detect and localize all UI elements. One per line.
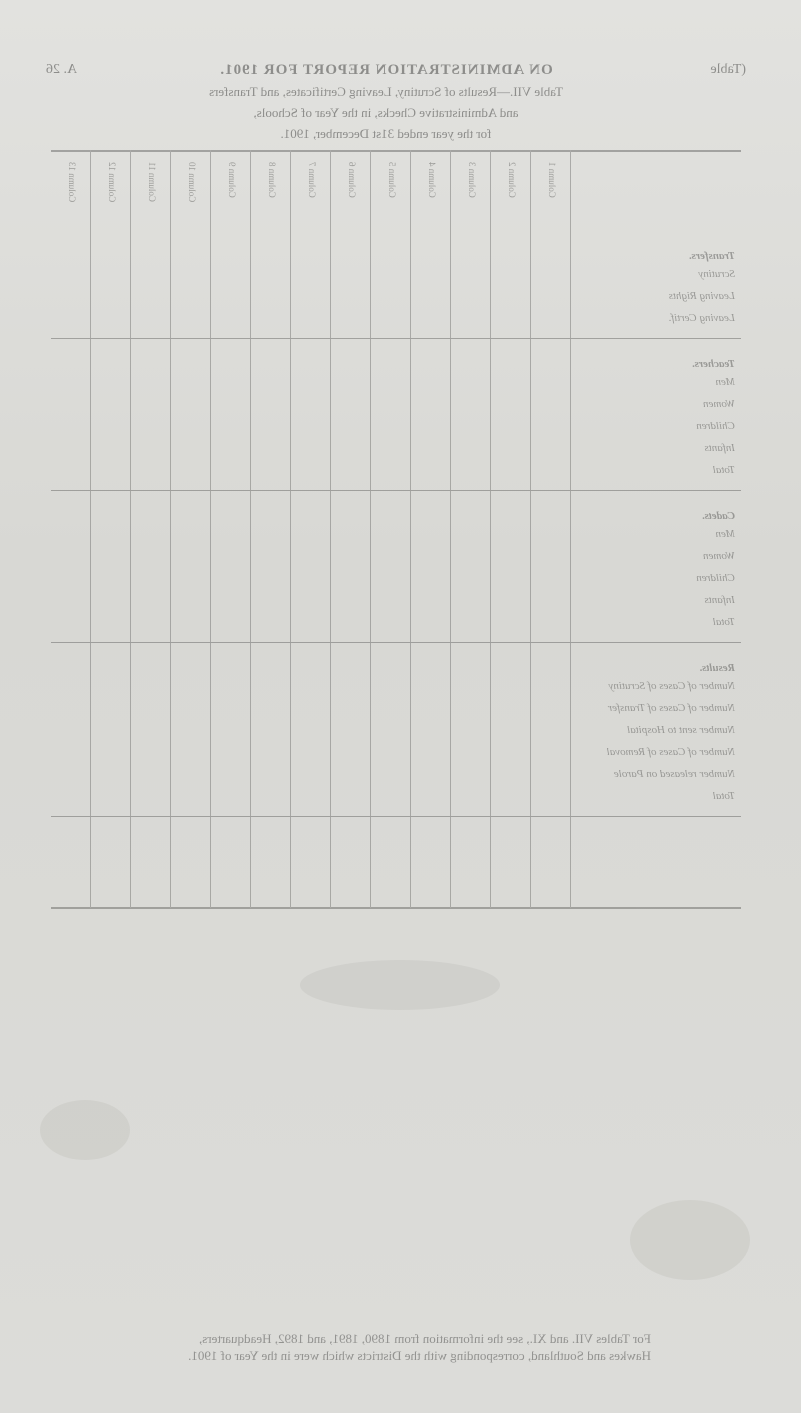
group-rule: [51, 816, 741, 817]
column-header: Column 7: [307, 162, 317, 198]
column-line: [130, 150, 131, 908]
column-header: Column 9: [227, 162, 237, 198]
column-line: [90, 150, 91, 908]
row-label: Number released on Parole: [613, 768, 735, 780]
row-label: Infants: [704, 442, 735, 454]
table-ref: (Table: [710, 62, 746, 77]
page-number: A. 26: [46, 62, 78, 77]
statistics-table: [51, 150, 741, 908]
row-label: Scrutiny: [698, 268, 735, 280]
row-label: Infants: [704, 594, 735, 606]
column-line: [570, 150, 571, 908]
row-label: Number of Cases of Transfer: [607, 702, 735, 714]
row-label: Total: [712, 790, 735, 802]
row-label: Men: [715, 528, 735, 540]
group-rule: [51, 490, 741, 491]
column-header: Column 3: [467, 162, 477, 198]
footnote: [61, 1330, 651, 1364]
column-line: [530, 150, 531, 908]
table-bottom-rule: [51, 907, 741, 909]
column-line: [490, 150, 491, 908]
row-label: Children: [696, 572, 735, 584]
page-title: ON ADMINISTRATION REPORT FOR 1901.: [219, 62, 553, 78]
row-label: Number sent to Hospital: [627, 724, 735, 736]
column-header: Column 12: [107, 162, 117, 203]
column-line: [410, 150, 411, 908]
column-header: Column 2: [507, 162, 517, 198]
group-rule: [51, 338, 741, 339]
column-header: Column 11: [147, 162, 157, 202]
column-header: Column 5: [387, 162, 397, 198]
row-group-label: Results.: [699, 662, 735, 674]
row-group-label: Cadets.: [701, 510, 735, 522]
row-label: Number of Cases of Removal: [606, 746, 735, 758]
row-group-label: Transfers.: [688, 250, 735, 262]
row-label: Women: [703, 550, 735, 562]
group-rule: [51, 642, 741, 643]
row-label: Children: [696, 420, 735, 432]
subtitle-1: Table VII.—Results of Scrutiny, Leaving Certificates, and Transfers: [209, 84, 563, 99]
row-label: Total: [712, 464, 735, 476]
row-label: Men: [715, 376, 735, 388]
column-header: Column 13: [67, 162, 77, 203]
row-group-label: Teachers.: [691, 358, 735, 370]
table-top-rule: [51, 150, 741, 152]
column-header: Column 4: [427, 162, 437, 198]
subtitle-2: and Administrative Checks, in the Year of Schools,: [253, 105, 519, 120]
column-line: [170, 150, 171, 908]
column-header: Column 10: [187, 162, 197, 203]
column-line: [250, 150, 251, 908]
column-line: [290, 150, 291, 908]
column-header: Column 8: [267, 162, 277, 198]
row-label: Women: [703, 398, 735, 410]
row-label: Leaving Certif.: [668, 312, 735, 324]
subtitle-3: for the year ended 31st December, 1901.: [280, 126, 492, 141]
column-header: Column 6: [347, 162, 357, 198]
column-header: Column 1: [547, 162, 557, 198]
column-line: [330, 150, 331, 908]
page-header: [46, 62, 746, 142]
column-line: [370, 150, 371, 908]
row-label: Total: [712, 616, 735, 628]
column-line: [210, 150, 211, 908]
footnote-line-2: Hawkes and Southland, corresponding with the Districts which were in the Year of 1901.: [188, 1348, 651, 1363]
footnote-line-1: For Tables VII. and XI., see the information from 1890, 1891, and 1892, Headquarters,: [198, 1331, 651, 1346]
row-label: Number of Cases of Scrutiny: [608, 680, 735, 692]
column-line: [450, 150, 451, 908]
row-label: Leaving Rights: [668, 290, 735, 302]
